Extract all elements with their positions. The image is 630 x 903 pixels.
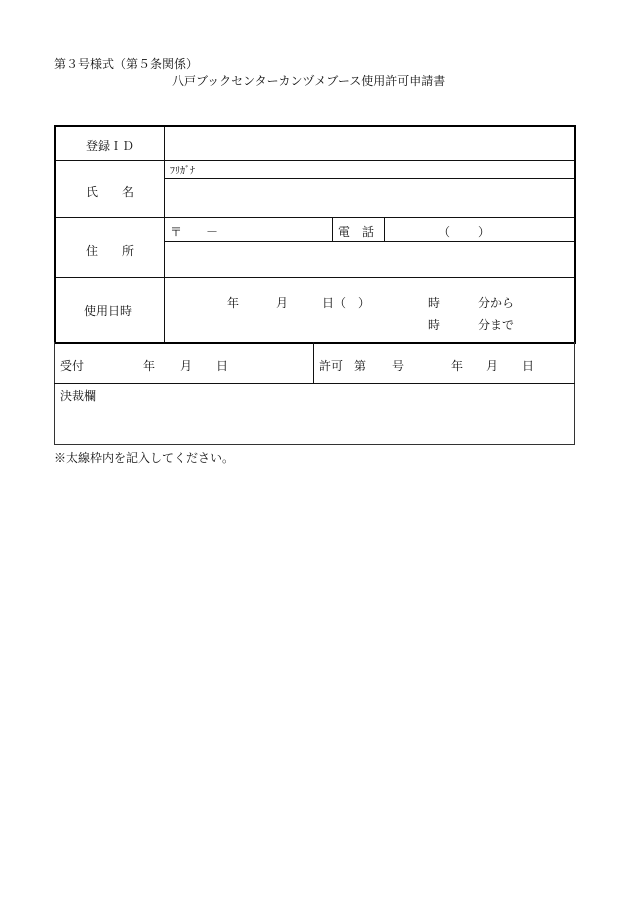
permit-year-label: 年 [451, 359, 464, 373]
received-day-label: 日 [216, 359, 229, 373]
phone-label: 電 話 [338, 225, 375, 239]
address-field[interactable] [166, 243, 572, 276]
registration-id-field[interactable] [166, 127, 572, 159]
phone-paren-open: （ [438, 225, 451, 239]
form-number: 第３号様式（第５条関係） [54, 57, 199, 71]
time-from-hour-label: 時 [428, 296, 441, 310]
date-year-label: 年 [227, 296, 240, 310]
name-field[interactable] [166, 179, 572, 216]
name-label: 氏 名 [86, 185, 135, 199]
permit-day-label: 日 [522, 359, 535, 373]
postal-code-field[interactable] [184, 219, 330, 240]
footnote: ※太線枠内を記入してください。 [54, 451, 235, 465]
date-day-label: 日（ ） [322, 296, 371, 310]
phone-left-border [332, 217, 333, 242]
postal-mark: 〒 [170, 225, 183, 239]
phone-label-border [384, 217, 385, 242]
postal-dash: － [206, 225, 219, 239]
permit-month-label: 月 [486, 359, 499, 373]
datetime-label: 使用日時 [84, 304, 133, 318]
permit-number-suffix: 号 [392, 359, 405, 373]
received-year-label: 年 [143, 359, 156, 373]
address-label: 住 所 [86, 244, 135, 258]
received-month-label: 月 [180, 359, 193, 373]
row-divider-address-top [164, 241, 574, 242]
row-divider-address [56, 277, 574, 278]
datetime-field[interactable] [166, 279, 572, 340]
phone-paren-close: ） [478, 225, 491, 239]
form-title: 八戸ブックセンターカンヅメブース使用許可申請書 [172, 74, 446, 88]
permit-label: 許可 [319, 359, 344, 373]
office-row-divider [54, 383, 575, 384]
time-to-hour-label: 時 [428, 318, 441, 332]
office-column-divider [313, 342, 314, 383]
furigana-label: ﾌﾘｶﾞﾅ [170, 166, 195, 177]
row-divider-name [56, 217, 574, 218]
date-month-label: 月 [276, 296, 289, 310]
furigana-field[interactable] [200, 161, 572, 177]
permit-number-prefix: 第 [354, 359, 367, 373]
time-from-minute-label: 分から [478, 296, 515, 310]
received-label: 受付 [60, 359, 85, 373]
registration-id-label: 登録ＩＤ [86, 139, 135, 153]
phone-field[interactable] [386, 219, 572, 240]
approval-label: 決裁欄 [60, 389, 97, 403]
time-to-minute-label: 分まで [478, 318, 515, 332]
